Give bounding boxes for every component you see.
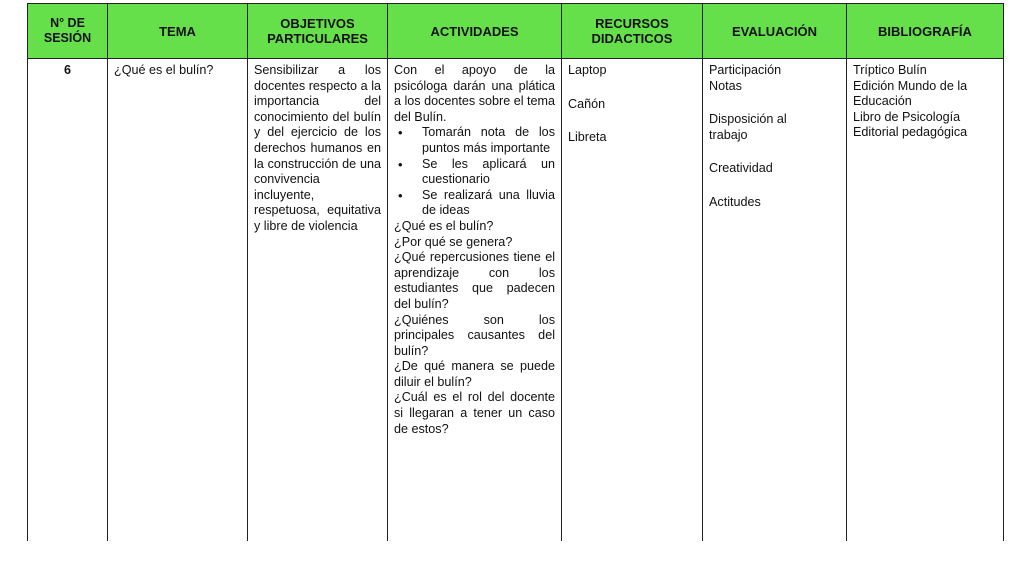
header-evaluacion: EVALUACIÓN — [703, 4, 847, 59]
recurso-item: Laptop — [568, 63, 607, 77]
list-item: • Se les aplicará un cuestionario — [408, 157, 555, 188]
bibliografia-item: Editorial pedagógica — [853, 125, 968, 140]
actividades-intro: Con el apoyo de la psicóloga darán una plática a los docentes sobre el tema del Bulín. — [394, 63, 556, 124]
header-tema: TEMA — [108, 4, 248, 59]
recurso-item: Cañón — [568, 96, 606, 111]
evaluacion-item: Disposición al — [709, 112, 787, 127]
question-item: ¿Por qué se genera? — [394, 234, 513, 249]
evaluacion-cell — [703, 59, 847, 542]
header-bibliografia: BIBLIOGRAFÍA — [847, 4, 1004, 59]
bibliografia-cell — [847, 59, 1004, 542]
evaluacion-item: Participación — [709, 63, 782, 77]
actividades-bullet-list — [394, 125, 555, 219]
session-number: 6 — [28, 59, 108, 542]
objetivos-cell: Sensibilizar a los docentes respecto a la importancia del conocimiento del bulín y del ejercicio de los derechos humanos en la construcción de una convivencia incluyente, respetuosa, equitativa y libre de violencia — [248, 59, 388, 542]
question-item: ¿De qué manera se puede diluir el bulín? — [394, 359, 555, 389]
bibliografia-item: Libro de Psicología — [853, 109, 961, 124]
evaluacion-group-3 — [709, 161, 840, 177]
evaluacion-group-1 — [709, 63, 840, 94]
list-item: • Se realizará una lluvia de ideas — [408, 188, 555, 219]
question-item: ¿Qué es el bulín? — [394, 218, 494, 233]
evaluacion-item: trabajo — [709, 127, 748, 142]
recurso-item: Libreta — [568, 130, 607, 145]
question-item: ¿Cuál es el rol del docente si llegaran a tener un caso de estos? — [394, 390, 555, 436]
lesson-plan-table — [27, 3, 1004, 541]
recursos-cell — [562, 59, 703, 542]
actividades-questions — [394, 219, 555, 437]
header-objetivos: OBJETIVOS PARTICULARES — [248, 4, 388, 59]
evaluacion-item: Creatividad — [709, 161, 773, 176]
bibliografia-item: Edición Mundo de la Educación — [853, 78, 968, 109]
header-row — [28, 4, 1004, 59]
evaluacion-group-2 — [709, 112, 840, 143]
bibliografia-item: Tríptico Bulín — [853, 63, 927, 77]
tema-cell: ¿Qué es el bulín? — [108, 59, 248, 542]
header-session: N° DE SESIÓN — [28, 4, 108, 59]
question-item: ¿Quiénes son los principales causantes del bulín? — [394, 312, 555, 358]
evaluacion-group-4 — [709, 195, 840, 211]
header-recursos: RECURSOS DIDACTICOS — [562, 4, 703, 59]
question-item: ¿Qué repercusiones tiene el aprendizaje con los estudiantes que padecen del bulín? — [394, 250, 555, 311]
actividades-cell — [388, 59, 562, 542]
header-actividades: ACTIVIDADES — [388, 4, 562, 59]
table-row — [28, 59, 1004, 542]
evaluacion-item: Actitudes — [709, 194, 761, 209]
list-item: • Tomarán nota de los puntos más importante — [408, 125, 555, 156]
evaluacion-item: Notas — [709, 78, 742, 93]
